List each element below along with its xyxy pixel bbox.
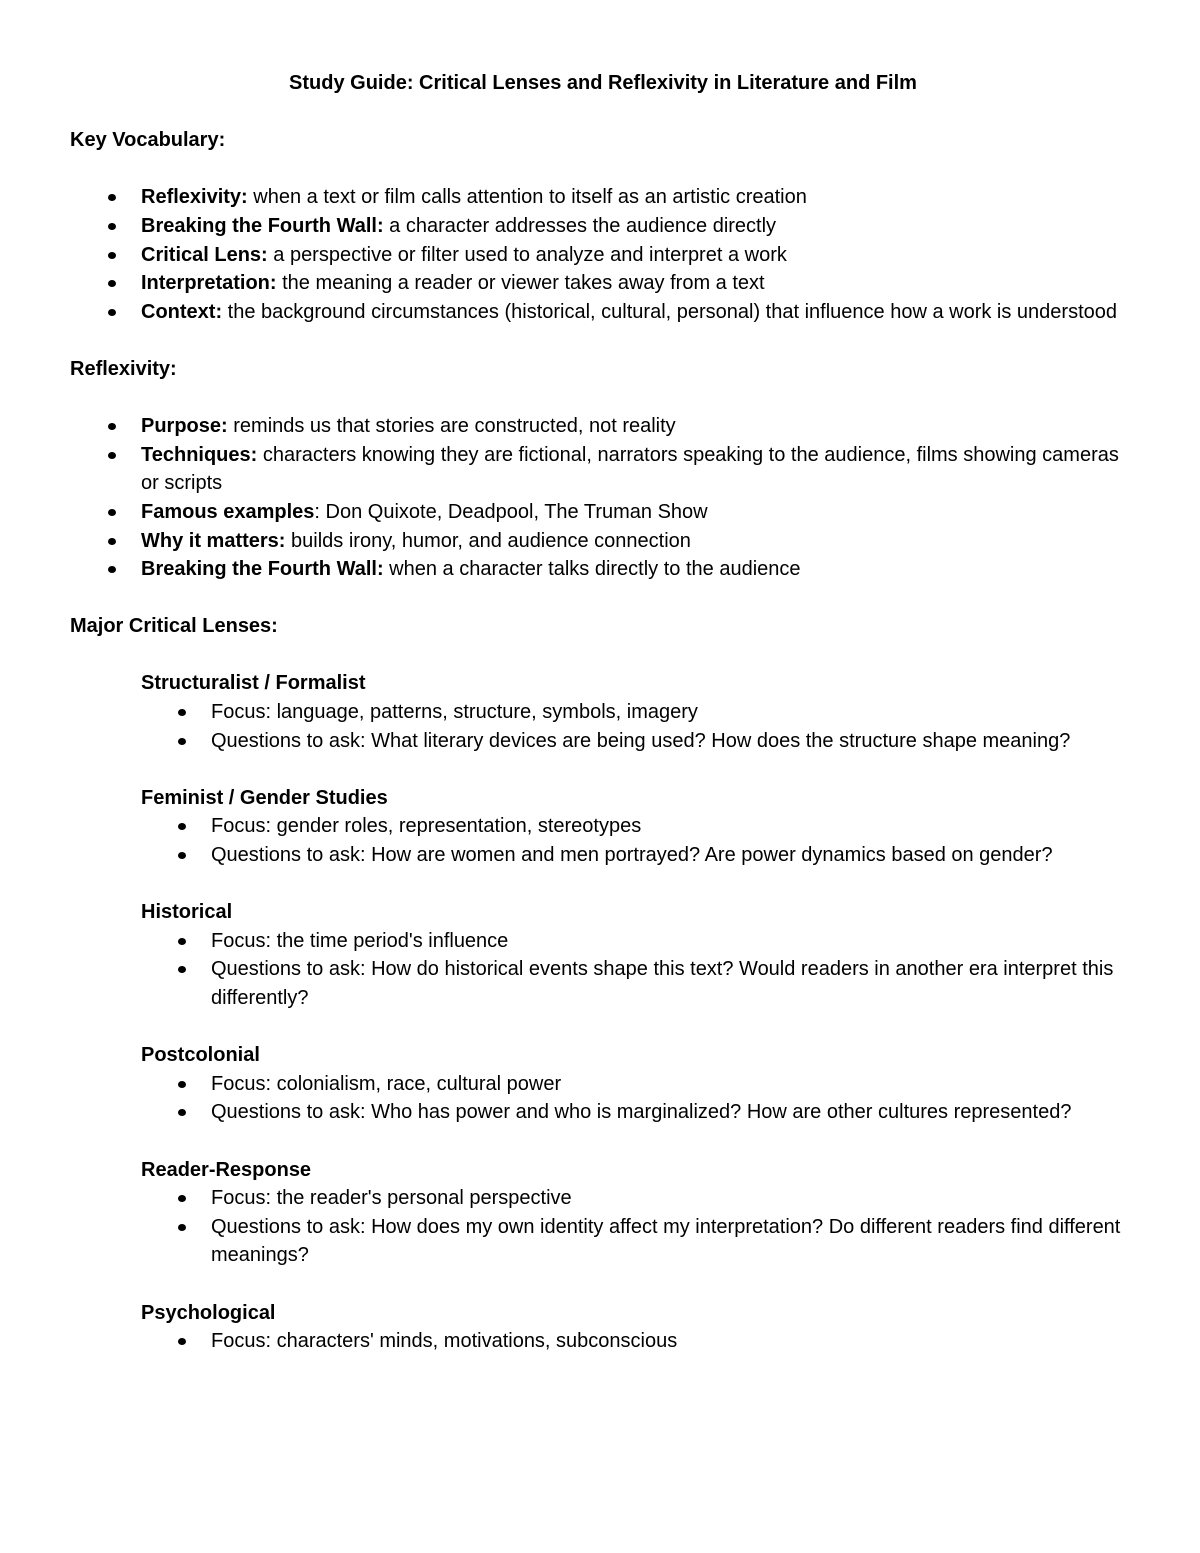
reflexivity-item	[141, 555, 1130, 584]
reflexivity-text: characters knowing they are fictional, narrators speaking to the audience, films showing cameras or scripts	[141, 443, 1119, 495]
lens-point	[211, 841, 1130, 870]
bullet-icon	[178, 1081, 186, 1088]
lens-point-text: Questions to ask: Who has power and who is marginalized? How are other cultures represented?	[211, 1101, 1072, 1124]
lens-point-text: Focus: gender roles, representation, stereotypes	[211, 815, 642, 838]
spacer	[70, 870, 1130, 899]
bullet-icon	[108, 309, 116, 316]
vocabulary-list	[70, 183, 1130, 326]
lens-point-text: Focus: the time period's influence	[211, 929, 509, 952]
vocabulary-term: Context:	[141, 300, 223, 323]
lens-psychological	[70, 1299, 1130, 1356]
lens-points	[141, 698, 1130, 755]
spacer	[70, 326, 1130, 355]
vocabulary-definition: a perspective or filter used to analyze and interpret a work	[267, 243, 787, 266]
reflexivity-text: builds irony, humor, and audience connection	[285, 529, 691, 552]
spacer	[70, 155, 1130, 184]
lens-point	[211, 1184, 1130, 1213]
spacer	[70, 98, 1130, 127]
reflexivity-item	[141, 527, 1130, 556]
reflexivity-term: Famous examples	[141, 500, 315, 523]
lens-historical	[70, 898, 1130, 1012]
bullet-icon	[178, 1338, 186, 1345]
lens-point-text: Focus: the reader's personal perspective	[211, 1187, 572, 1210]
vocabulary-term: Breaking the Fourth Wall:	[141, 214, 384, 237]
lens-point	[211, 1213, 1130, 1270]
lens-reader-response	[70, 1156, 1130, 1270]
spacer	[70, 1127, 1130, 1156]
vocabulary-definition: the background circumstances (historical, cultural, personal) that influence how a work is understood	[222, 300, 1118, 323]
bullet-icon	[178, 1224, 186, 1231]
lens-name: Structuralist / Formalist	[141, 672, 366, 695]
lenses-heading: Major Critical Lenses:	[70, 615, 278, 638]
reflexivity-item	[141, 498, 1130, 527]
lens-points	[141, 1184, 1130, 1270]
lens-point-text: Questions to ask: How are women and men portrayed? Are power dynamics based on gender?	[211, 844, 1053, 867]
vocabulary-definition: the meaning a reader or viewer takes away from a text	[276, 272, 765, 295]
lens-point-text: Focus: colonialism, race, cultural power	[211, 1072, 562, 1095]
reflexivity-text: : Don Quixote, Deadpool, The Truman Show	[314, 500, 708, 523]
lens-point	[211, 955, 1130, 1012]
lens-points	[141, 1070, 1130, 1127]
bullet-icon	[108, 252, 116, 259]
lens-name: Reader-Response	[141, 1158, 312, 1181]
lens-points	[141, 927, 1130, 1013]
reflexivity-heading: Reflexivity:	[70, 357, 177, 380]
vocabulary-item	[141, 183, 1130, 212]
spacer	[70, 641, 1130, 670]
vocabulary-term: Reflexivity:	[141, 186, 248, 209]
vocabulary-item	[141, 241, 1130, 270]
lens-points	[141, 812, 1130, 869]
lens-name: Psychological	[141, 1301, 276, 1324]
reflexivity-term: Why it matters:	[141, 529, 286, 552]
document-page	[70, 69, 1130, 1356]
bullet-icon	[108, 566, 116, 573]
lens-point	[211, 812, 1130, 841]
bullet-icon	[108, 538, 116, 545]
vocabulary-definition: when a text or film calls attention to itself as an artistic creation	[247, 186, 807, 209]
spacer	[70, 584, 1130, 613]
bullet-icon	[178, 1195, 186, 1202]
lens-point	[211, 1327, 1130, 1356]
bullet-icon	[178, 738, 186, 745]
vocabulary-item	[141, 212, 1130, 241]
vocabulary-item	[141, 269, 1130, 298]
reflexivity-list	[70, 412, 1130, 584]
reflexivity-text: when a character talks directly to the audience	[383, 558, 801, 581]
spacer	[70, 384, 1130, 413]
bullet-icon	[108, 423, 116, 430]
spacer	[70, 1013, 1130, 1042]
bullet-icon	[178, 938, 186, 945]
lens-point-text: Questions to ask: How do historical events shape this text? Would readers in another era interpret this differently?	[211, 958, 1114, 1009]
bullet-icon	[108, 452, 116, 459]
spacer	[70, 1270, 1130, 1299]
lens-point-text: Focus: language, patterns, structure, symbols, imagery	[211, 701, 698, 724]
bullet-icon	[108, 509, 116, 516]
lens-point-text: Questions to ask: What literary devices are being used? How does the structure shape meaning?	[211, 729, 1071, 752]
spacer	[70, 755, 1130, 784]
bullet-icon	[178, 823, 186, 830]
reflexivity-item	[141, 441, 1130, 498]
lens-point	[211, 1098, 1130, 1127]
bullet-icon	[178, 852, 186, 859]
reflexivity-term: Techniques:	[141, 443, 258, 466]
vocabulary-definition: a character addresses the audience directly	[383, 214, 777, 237]
reflexivity-term: Purpose:	[141, 415, 228, 438]
bullet-icon	[108, 223, 116, 230]
lens-feminist	[70, 784, 1130, 870]
lens-point	[211, 727, 1130, 756]
vocabulary-term: Interpretation:	[141, 272, 277, 295]
bullet-icon	[108, 280, 116, 287]
vocabulary-item	[141, 298, 1130, 327]
lens-name: Postcolonial	[141, 1044, 260, 1067]
reflexivity-term: Breaking the Fourth Wall:	[141, 558, 384, 581]
lens-name: Feminist / Gender Studies	[141, 786, 388, 809]
lens-name: Historical	[141, 901, 233, 924]
lens-point	[211, 927, 1130, 956]
lens-point	[211, 698, 1130, 727]
lens-structuralist	[70, 669, 1130, 755]
lens-point-text: Questions to ask: How does my own identity affect my interpretation? Do different readers find different meanings?	[211, 1215, 1121, 1267]
vocabulary-term: Critical Lens:	[141, 243, 268, 266]
lens-point	[211, 1070, 1130, 1099]
lens-points	[141, 1327, 1130, 1356]
bullet-icon	[178, 709, 186, 716]
bullet-icon	[108, 194, 116, 201]
reflexivity-item	[141, 412, 1130, 441]
bullet-icon	[178, 1109, 186, 1116]
bullet-icon	[178, 966, 186, 973]
lens-postcolonial	[70, 1041, 1130, 1127]
lens-point-text: Focus: characters' minds, motivations, subconscious	[211, 1330, 678, 1353]
document-title: Study Guide: Critical Lenses and Reflexivity in Literature and Film	[289, 72, 917, 94]
vocabulary-heading: Key Vocabulary:	[70, 129, 226, 152]
reflexivity-text: reminds us that stories are constructed, not reality	[227, 415, 676, 438]
